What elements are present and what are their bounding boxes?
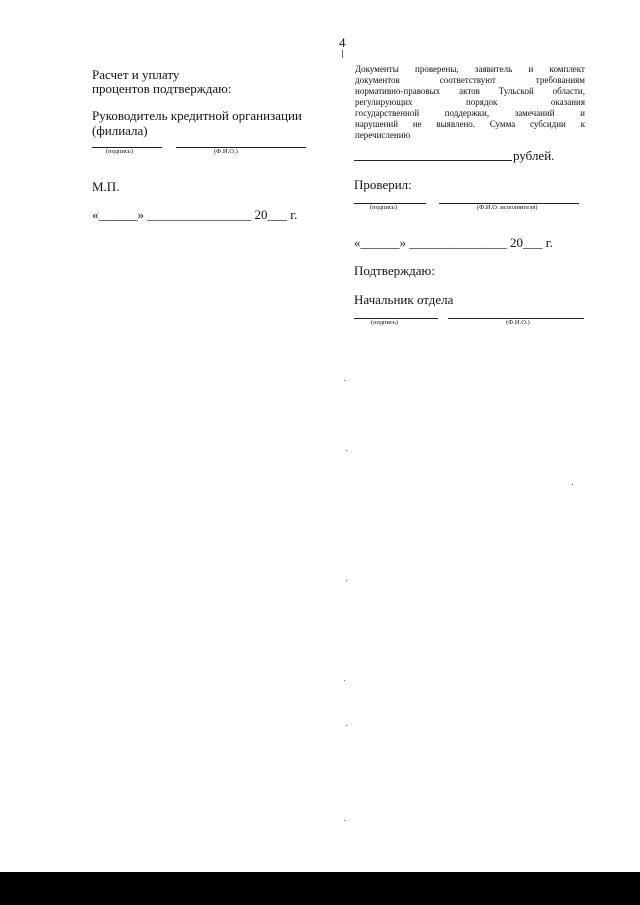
confirm-label: Подтверждаю: <box>354 263 435 278</box>
bank-head-fio-caption: (Ф.И.О.) <box>214 148 238 155</box>
verification-line-1: Документы проверены, заявитель и комплект <box>355 64 585 74</box>
calc-confirm-line2: процентов подтверждаю: <box>92 81 232 96</box>
bank-head-fio-line <box>176 147 306 148</box>
scan-speck <box>346 725 347 726</box>
left-date-year: 20___ <box>254 207 287 222</box>
right-date-line <box>354 235 553 250</box>
left-date-close-quote: » <box>137 207 144 222</box>
page-number: 4 <box>339 35 346 50</box>
left-date-line <box>92 207 297 222</box>
right-date-month-blank: _______________ <box>409 235 507 250</box>
subsidy-amount-line <box>354 160 512 161</box>
right-date-suffix: г. <box>545 235 553 250</box>
scan-speck <box>344 680 345 681</box>
left-date-month-blank: ________________ <box>147 207 252 222</box>
page-number-mark <box>342 50 343 58</box>
scan-speck <box>344 820 345 821</box>
right-date-year: 20___ <box>510 235 543 250</box>
left-date-open-quote: « <box>92 207 99 222</box>
scan-speck <box>346 580 347 581</box>
verification-line-5: государственной поддержки, замечаний и <box>355 108 585 118</box>
verification-line-3: нормативно-правовых актов Тульской области, <box>355 86 585 96</box>
right-date-day-blank: ______ <box>360 235 400 250</box>
scan-bottom-border <box>0 872 640 905</box>
left-date-day-blank: ______ <box>98 207 138 222</box>
verification-paragraph <box>355 64 585 141</box>
calc-confirm-line1: Расчет и уплату <box>92 67 180 82</box>
dept-head-signature-caption: (подпись) <box>371 319 398 326</box>
verification-line-6: нарушений не выявлено. Сумма субсидии к <box>355 119 585 129</box>
rubles-label: рублей. <box>513 148 555 163</box>
right-date-close-quote: » <box>399 235 406 250</box>
checked-by-label: Проверил: <box>354 177 412 192</box>
department-head-label: Начальник отдела <box>354 292 454 307</box>
scan-speck <box>572 484 573 485</box>
bank-head-title-line1: Руководитель кредитной организации <box>92 108 302 123</box>
scan-speck <box>346 450 347 451</box>
verification-line-2: документов соответствуют требованиям <box>355 75 585 85</box>
dept-head-fio-caption: (Ф.И.О.) <box>506 319 530 326</box>
right-date-open-quote: « <box>354 235 361 250</box>
left-date-suffix: г. <box>290 207 298 222</box>
verification-line-7: перечислению <box>355 130 411 140</box>
bank-head-title-line2: (филиала) <box>92 123 148 138</box>
stamp-place-label: М.П. <box>92 179 120 194</box>
bank-head-signature-caption: (подпись) <box>106 148 133 155</box>
verification-line-4: регулирующих порядок оказания <box>355 97 585 107</box>
checker-signature-caption: (подпись) <box>370 204 397 211</box>
checker-fio-caption: (Ф.И.О. исполнителя) <box>477 204 538 211</box>
scan-speck <box>344 380 345 381</box>
